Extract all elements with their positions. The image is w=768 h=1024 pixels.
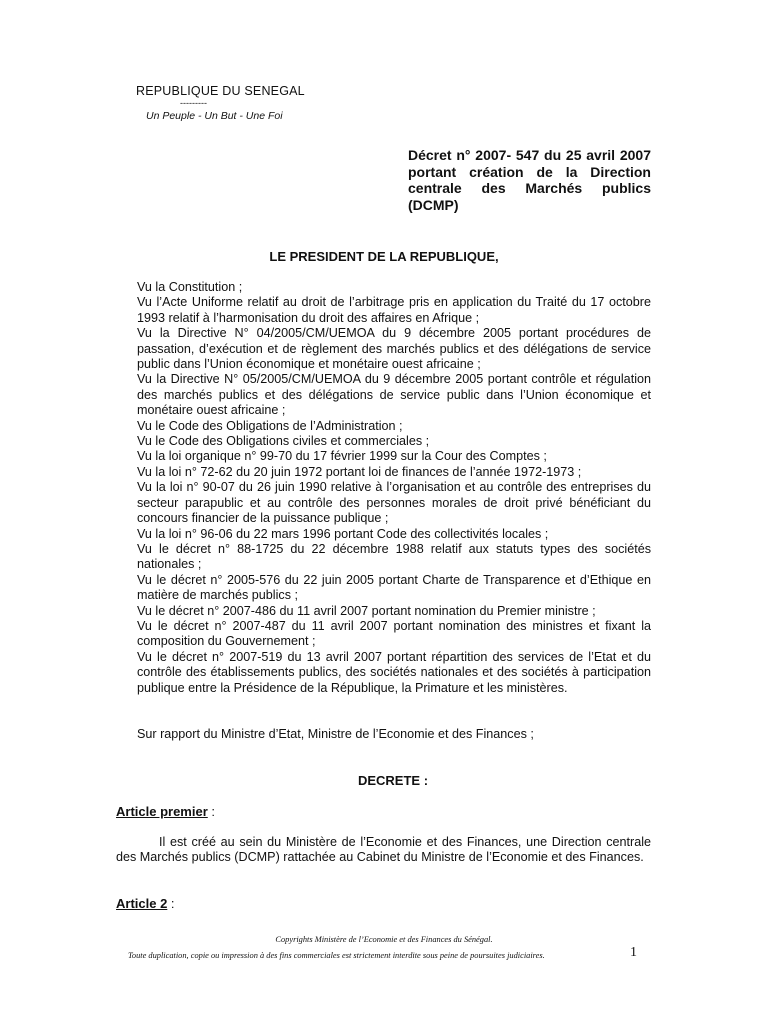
rapport-line: Sur rapport du Ministre d’Etat, Ministre de l’Economie et des Finances ; xyxy=(137,727,534,741)
header-country: REPUBLIQUE DU SENEGAL xyxy=(136,84,305,98)
article-2-heading xyxy=(116,896,175,911)
decrete-heading: DECRETE : xyxy=(357,773,429,788)
article-1-body: Il est créé au sein du Ministère de l’Economie et des Finances, une Direction centrale des Marchés publics (DCMP) rattachée au Cabinet du Ministre de l’Economie et des Finances. xyxy=(116,835,651,865)
visa-item: Vu la loi n° 90-07 du 26 juin 1990 relative à l’organisation et au contrôle des entreprises du secteur parapublic et au contrôle des personnes morales de droit privé bénéficiant du concours financier de la puissance publique ; xyxy=(137,480,651,526)
header-divider: --------- xyxy=(180,98,207,108)
article-1-title: Article premier xyxy=(116,804,208,819)
visa-item: Vu le décret n° 88-1725 du 22 décembre 1988 relatif aux statuts types des sociétés nationales ; xyxy=(137,541,651,572)
page-number: 1 xyxy=(630,945,637,960)
article-1-heading xyxy=(116,804,215,819)
visa-item: Vu la Directive N° 05/2005/CM/UEMOA du 9 décembre 2005 portant contrôle et régulation des marchés publics et des délégations de service public dans l’Union économique et monétaire ouest africaine ; xyxy=(137,372,651,418)
footer-warning: Toute duplication, copie ou impression à des fins commerciales est strictement interdite sous peine de poursuites judiciaires. xyxy=(128,951,545,960)
visa-item: Vu la loi n° 96-06 du 22 mars 1996 portant Code des collectivités locales ; xyxy=(137,526,549,541)
visa-item: Vu l’Acte Uniforme relatif au droit de l’arbitrage pris en application du Traité du 17 octobre 1993 relatif à l’harmonisation du droit des affaires en Afrique ; xyxy=(137,295,651,325)
article-1-colon: : xyxy=(207,804,215,819)
article-2-title: Article 2 xyxy=(116,896,168,911)
decree-title: Décret n° 2007- 547 du 25 avril 2007 portant création de la Direction centrale des Marchés publics (DCMP) xyxy=(408,147,651,213)
visa-item: Vu le Code des Obligations civiles et commerciales ; xyxy=(137,434,430,449)
visa-item: Vu le décret n° 2005-576 du 22 juin 2005 portant Charte de Transparence et d’Ethique en matière de marchés publics ; xyxy=(137,572,651,603)
article-2-colon: : xyxy=(167,896,175,911)
visa-item: Vu le décret n° 2007-486 du 11 avril 2007 portant nomination du Premier ministre ; xyxy=(137,603,596,618)
visa-item: Vu la loi organique n° 99-70 du 17 février 1999 sur la Cour des Comptes ; xyxy=(137,449,547,464)
visas-list xyxy=(137,280,651,696)
president-heading: LE PRESIDENT DE LA REPUBLIQUE, xyxy=(269,249,499,264)
header-motto: Un Peuple - Un But - Une Foi xyxy=(146,110,283,122)
visa-item: Vu le Code des Obligations de l’Administration ; xyxy=(137,418,403,433)
visa-item: Vu le décret n° 2007-519 du 13 avril 2007 portant répartition des services de l’Etat et du contrôle des établissements publics, des sociétés nationales et des sociétés à participation publique entre la Présidence de la République, la Primature et les ministères. xyxy=(137,649,651,695)
visa-item: Vu la Directive N° 04/2005/CM/UEMOA du 9 décembre 2005 portant procédures de passation, d’exécution et de règlement des marchés publics et des délégations de service public dans l’Union économique et monétaire ouest africaine ; xyxy=(137,326,651,372)
visa-item: Vu le décret n° 2007-487 du 11 avril 2007 portant nomination des ministres et fixant la composition du Gouvernement ; xyxy=(137,618,651,649)
visa-item: Vu la loi n° 72-62 du 20 juin 1972 portant loi de finances de l’année 1972-1973 ; xyxy=(137,464,582,479)
visa-item: Vu la Constitution ; xyxy=(137,280,243,294)
footer-copyright: Copyrights Ministère de l’Economie et des Finances du Sénégal. xyxy=(275,935,493,944)
